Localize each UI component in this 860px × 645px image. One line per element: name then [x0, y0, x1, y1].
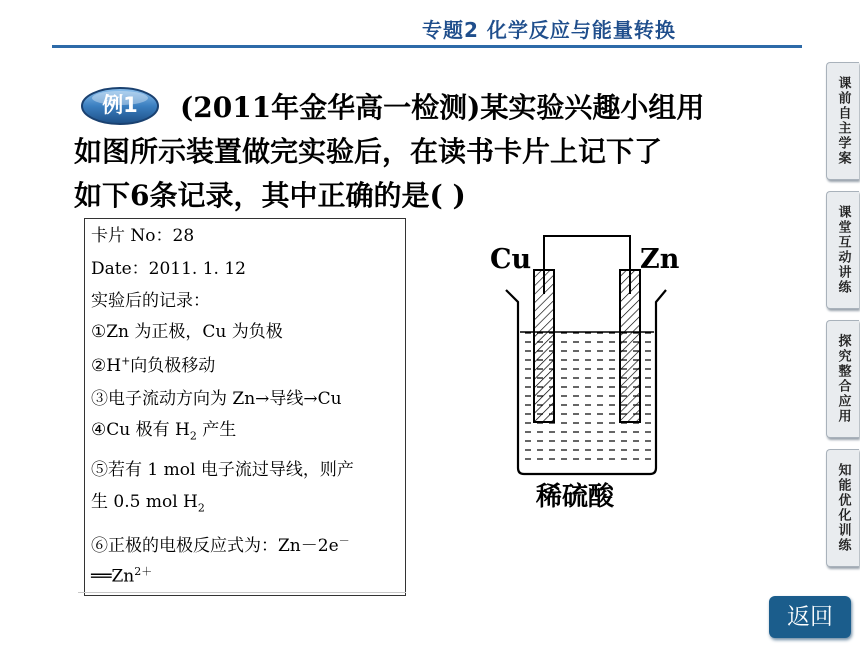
tab-classroom-interaction[interactable]	[826, 191, 859, 309]
example-badge-label: 例1	[102, 93, 138, 117]
acid-label: 稀硫酸	[536, 482, 615, 512]
card-title: 卡片 No：28	[91, 226, 195, 246]
card-record-3: ③电子流动方向为 Zn→导线→Cu	[91, 389, 342, 409]
tab-label: 课前自主学案	[835, 76, 851, 166]
tab-label: 知能优化训练	[835, 463, 851, 553]
zn-electrode-icon	[620, 270, 640, 422]
question-line-2: 如图所示装置做完实验后，在读书卡片上记下了	[74, 135, 663, 168]
tab-inquiry-integration[interactable]	[826, 320, 859, 438]
tab-knowledge-training[interactable]	[826, 449, 859, 567]
tab-label: 课堂互动讲练	[835, 205, 851, 295]
question-line-3: 如下6条记录，其中正确的是( )	[74, 179, 466, 212]
header-divider	[52, 45, 802, 48]
tab-label: 探究整合应用	[835, 334, 851, 424]
card-record-6: ⑥正极的电极反应式为：Zn－2e－	[91, 534, 350, 556]
back-button[interactable]: 返回	[769, 596, 851, 638]
cu-label: Cu	[490, 244, 532, 275]
card-record-4: ④Cu 极有 $H_2$ 产生	[91, 420, 237, 443]
card-record-1: ①Zn 为正极，Cu 为负极	[91, 322, 283, 342]
card-record-5: ⑤若有 1 mol 电子流过导线，则产	[91, 460, 354, 480]
card-date: Date：2011. 1. 12	[91, 259, 246, 279]
card-divider	[78, 592, 406, 593]
wire-icon	[544, 236, 630, 294]
card-heading: 实验后的记录：	[91, 291, 210, 311]
card-record-5-cont: 生 0.5 mol $H_2$	[91, 492, 205, 515]
tab-pre-class-study[interactable]	[826, 62, 859, 180]
reading-card	[84, 218, 406, 596]
zn-label: Zn	[640, 244, 680, 275]
card-record-6-cont: $══Zn^{2+}$	[91, 565, 153, 587]
card-record-2: ②H+向负极移动	[91, 354, 216, 376]
question-line-1: (2011年金华高一检测)某实验兴趣小组用	[180, 91, 705, 124]
header-title: 专题2 化学反应与能量转换	[422, 18, 676, 42]
